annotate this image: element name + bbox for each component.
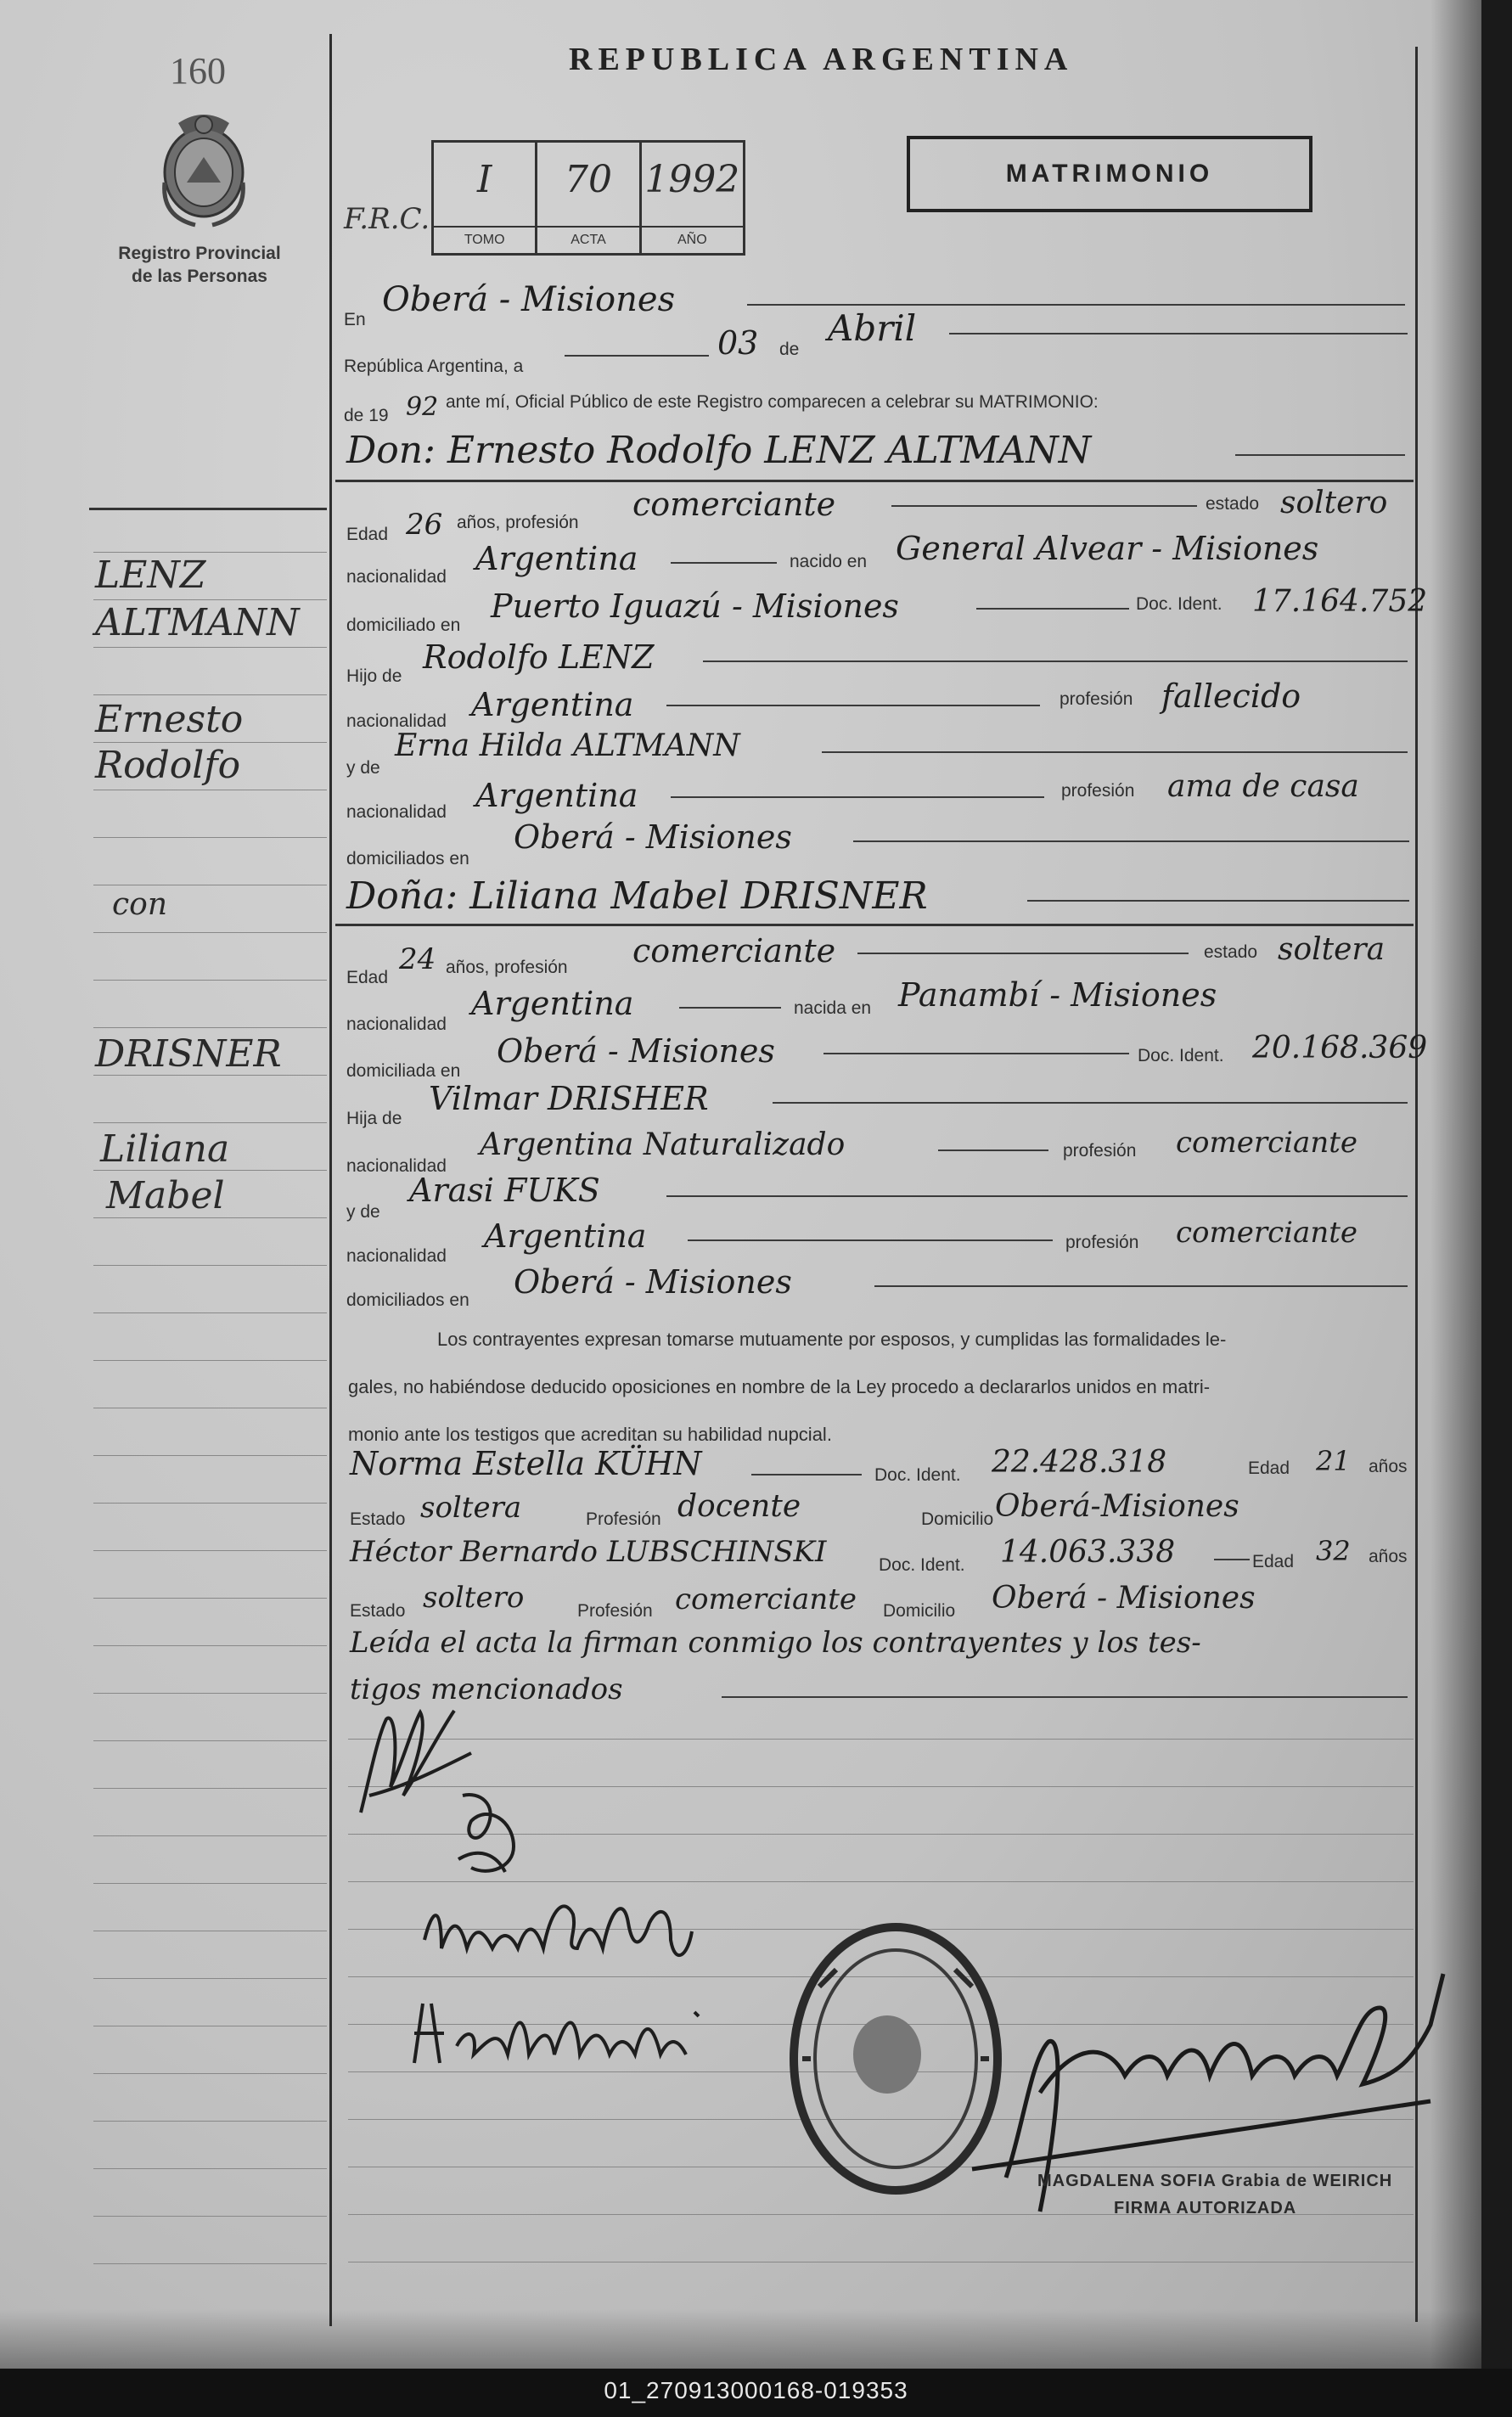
fill-line (891, 505, 1197, 507)
bride-mother-label: y de (346, 1202, 380, 1222)
country-title: REPUBLICA ARGENTINA (569, 42, 1074, 77)
groom-mother-nationality: Argentina (475, 777, 638, 814)
witness2-doc-label: Doc. Ident. (879, 1555, 965, 1575)
bride-born-label: nacida en (794, 998, 872, 1018)
section-divider (335, 480, 1414, 482)
acta-label: ACTA (537, 226, 638, 253)
fill-line (949, 333, 1408, 334)
groom-mother-label: y de (346, 758, 380, 778)
groom-father-label: Hijo de (346, 666, 402, 686)
record-reference-box (431, 140, 745, 256)
anio-cell (642, 143, 743, 253)
witness2-name: Héctor Bernardo LUBSCHINSKI (350, 1535, 827, 1569)
bride-mother-nac-label: nacionalidad (346, 1246, 447, 1266)
bride-nac-label: nacionalidad (346, 1015, 447, 1034)
groom-born-label: nacido en (790, 552, 868, 571)
bride-anos-prof-label: años, profesión (446, 958, 568, 977)
section-divider (335, 924, 1414, 926)
groom-domicile: Puerto Iguazú - Misiones (491, 587, 899, 625)
witness2-prof-label: Profesión (577, 1601, 653, 1621)
marriage-day: 03 (717, 324, 759, 362)
margin-divider-line (329, 34, 332, 2326)
fill-line (938, 1149, 1048, 1151)
bride-father-nationality: Argentina Naturalizado (480, 1127, 846, 1162)
witness2-doc-number: 14.063.338 (1000, 1535, 1176, 1570)
margin-groom-given-2: Rodolfo (95, 744, 241, 787)
bride-doc-label: Doc. Ident. (1138, 1046, 1224, 1065)
bride-domicile: Oberá - Misiones (497, 1032, 775, 1070)
groom-doc-number: 17.164.752 (1252, 584, 1428, 619)
fill-line (703, 660, 1408, 662)
margin-bride-given-1: Liliana (100, 1127, 230, 1171)
frc-label: F.R.C. (344, 202, 430, 236)
fill-line (823, 1053, 1129, 1054)
bride-mother-prof-label: profesión (1065, 1233, 1139, 1252)
groom-civil-status: soltero (1280, 486, 1388, 520)
bride-father-name: Vilmar DRISHER (429, 1080, 709, 1117)
witness2-age: 32 (1316, 1535, 1351, 1567)
witness1-prof-label: Profesión (586, 1509, 661, 1529)
groom-nationality: Argentina (475, 540, 638, 577)
margin-bride-surname: DRISNER (95, 1032, 282, 1076)
witness1-profession: docente (677, 1489, 801, 1524)
bride-full-name: Doña: Liliana Mabel DRISNER (346, 874, 928, 918)
bride-signature (446, 1787, 531, 1880)
tomo-cell (434, 143, 537, 253)
witness1-signature (416, 1889, 696, 1974)
fill-line (565, 355, 709, 357)
bride-edad-label: Edad (346, 968, 389, 987)
tomo-label: TOMO (434, 226, 535, 253)
bride-civil-status: soltera (1278, 932, 1386, 967)
margin-groom-given-1: Ernesto (95, 698, 244, 741)
witness1-doc-label: Doc. Ident. (874, 1465, 961, 1485)
groom-anos-prof-label: años, profesión (457, 513, 579, 532)
fill-line (679, 1007, 781, 1009)
groom-estado-label: estado (1206, 494, 1260, 514)
registry-label-line2: de las Personas (132, 267, 267, 286)
groom-parents-dom-label: domiciliados en (346, 849, 469, 868)
witness1-domicile: Oberá-Misiones (995, 1489, 1239, 1524)
groom-nac-label: nacionalidad (346, 567, 447, 587)
fill-line (671, 562, 777, 564)
anio-label: AÑO (642, 226, 743, 253)
witness2-profession: comerciante (675, 1582, 857, 1616)
fill-line (773, 1102, 1408, 1104)
fill-line (1214, 1559, 1250, 1560)
fill-line (751, 1474, 862, 1475)
page-number: 160 (170, 50, 226, 92)
fill-line (1235, 454, 1405, 456)
acta-value: 70 (564, 158, 612, 201)
record-type-box: MATRIMONIO (907, 136, 1312, 212)
bride-father-label: Hija de (346, 1109, 402, 1128)
witness1-doc-number: 22.428.318 (992, 1445, 1167, 1480)
fill-line (671, 796, 1044, 798)
margin-groom-surname-2: ALTMANN (95, 601, 300, 644)
en-label: En (344, 310, 366, 329)
groom-father-name: Rodolfo LENZ (423, 638, 655, 676)
fill-line (666, 1195, 1408, 1197)
groom-age: 26 (406, 508, 443, 542)
groom-parents-domicile: Oberá - Misiones (514, 818, 792, 856)
fill-line (1027, 900, 1409, 902)
marriage-year-suffix: 92 (406, 392, 439, 422)
coat-of-arms-icon (153, 106, 255, 233)
margin-groom-surname-1: LENZ (95, 554, 206, 597)
witness1-estado-label: Estado (350, 1509, 406, 1529)
margin-connector: con (112, 887, 168, 922)
groom-mother-name: Erna Hilda ALTMANN (395, 728, 740, 763)
page-shadow-bottom (0, 2309, 1481, 2369)
scan-image-id: 01_270913000168-019353 (604, 2377, 908, 2403)
bride-mother-name: Arasi FUKS (409, 1172, 600, 1209)
declaration-line-1: Los contrayentes expresan tomarse mutuamente por esposos, y cumplidas las formalidades le- (437, 1329, 1227, 1350)
witness1-edad-label: Edad (1248, 1459, 1290, 1478)
closing-line-1: Leída el acta la firman conmigo los contrayentes y los tes- (350, 1626, 1201, 1660)
groom-father-nac-label: nacionalidad (346, 711, 447, 731)
groom-edad-label: Edad (346, 525, 389, 544)
tomo-value: I (476, 158, 492, 201)
groom-mother-prof-label: profesión (1061, 781, 1135, 801)
registry-label-line1: Registro Provincial (118, 244, 281, 263)
margin-bride-given-2: Mabel (106, 1174, 225, 1217)
bride-doc-number: 20.168.369 (1252, 1031, 1428, 1065)
fill-line (747, 304, 1405, 306)
republic-label: República Argentina, a (344, 357, 524, 376)
bride-father-profession: comerciante (1176, 1126, 1357, 1160)
witness1-anos-label: años (1369, 1457, 1408, 1476)
groom-full-name: Don: Ernesto Rodolfo LENZ ALTMANN (346, 429, 1092, 472)
witness2-estado-label: Estado (350, 1601, 406, 1621)
bride-parents-domicile: Oberá - Misiones (514, 1263, 792, 1301)
bride-mother-nationality: Argentina (484, 1217, 647, 1255)
groom-father-profession: fallecido (1161, 677, 1301, 715)
marriage-month: Abril (828, 307, 917, 349)
fill-line (853, 840, 1409, 842)
declaration-paragraph (348, 1316, 1409, 1459)
bride-father-prof-label: profesión (1063, 1141, 1137, 1161)
anio-value: 1992 (644, 158, 740, 201)
fill-line (857, 953, 1189, 954)
groom-mother-nac-label: nacionalidad (346, 802, 447, 822)
official-name: MAGDALENA SOFIA Grabia de WEIRICH (1037, 2172, 1393, 2190)
groom-doc-label: Doc. Ident. (1136, 594, 1223, 614)
groom-dom-label: domiciliado en (346, 615, 461, 635)
bride-birthplace: Panambí - Misiones (898, 976, 1217, 1014)
witness2-dom-label: Domicilio (883, 1601, 956, 1621)
fill-line (722, 1696, 1408, 1698)
fill-line (874, 1285, 1408, 1287)
witness2-domicile: Oberá - Misiones (992, 1581, 1256, 1616)
appearance-statement: ante mí, Oficial Público de este Registro comparecen a celebrar su MATRIMONIO: (446, 392, 1099, 412)
witness1-age: 21 (1316, 1445, 1351, 1477)
bride-profession: comerciante (632, 932, 836, 970)
declaration-line-3: monio ante los testigos que acreditan su habilidad nupcial. (348, 1424, 832, 1445)
bride-nationality: Argentina (471, 985, 634, 1022)
witness2-signature (406, 1995, 711, 2071)
witness2-edad-label: Edad (1252, 1552, 1295, 1571)
groom-father-nationality: Argentina (471, 686, 634, 723)
witness1-name: Norma Estella KÜHN (350, 1445, 702, 1482)
fill-line (976, 608, 1129, 610)
bride-dom-label: domiciliada en (346, 1061, 461, 1081)
bride-parents-dom-label: domiciliados en (346, 1290, 469, 1310)
witness2-civil-status: soltero (423, 1581, 525, 1615)
declaration-line-2: gales, no habiéndose deducido oposiciones en nombre de la Ley procedo a declararlos unidos en matri- (348, 1376, 1211, 1397)
bride-estado-label: estado (1204, 942, 1258, 962)
groom-father-prof-label: profesión (1060, 689, 1133, 709)
registry-label (102, 242, 297, 288)
witness1-dom-label: Domicilio (921, 1509, 994, 1529)
marriage-place: Oberá - Misiones (382, 280, 676, 319)
fill-line (666, 705, 1040, 706)
bride-age: 24 (399, 942, 436, 976)
year-prefix: de 19 (344, 406, 389, 425)
de-label: de (779, 340, 800, 359)
acta-cell (537, 143, 641, 253)
groom-profession: comerciante (632, 486, 836, 523)
official-title: FIRMA AUTORIZADA (1114, 2199, 1297, 2217)
groom-mother-profession: ama de casa (1167, 769, 1359, 804)
groom-birthplace: General Alvear - Misiones (896, 530, 1319, 567)
bride-mother-profession: comerciante (1176, 1216, 1357, 1250)
bride-father-nac-label: nacionalidad (346, 1156, 447, 1176)
closing-line-2: tigos mencionados (350, 1672, 623, 1706)
fill-line (688, 1239, 1053, 1241)
witness1-civil-status: soltera (420, 1491, 522, 1525)
witness2-anos-label: años (1369, 1547, 1408, 1566)
fill-line (822, 751, 1408, 753)
